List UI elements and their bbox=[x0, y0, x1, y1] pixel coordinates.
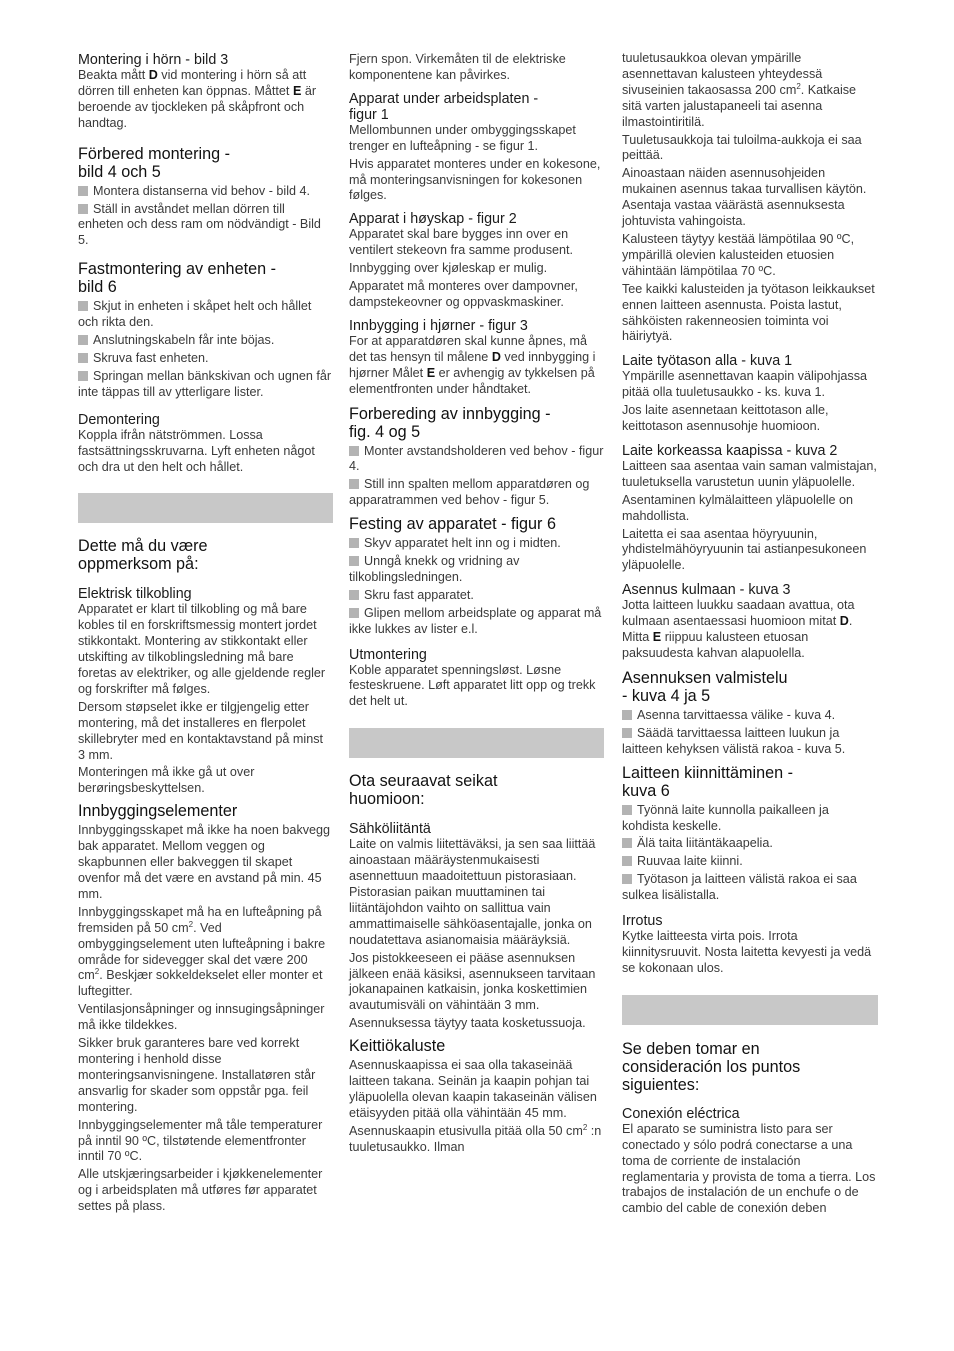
tall-cabinet-text: Apparatet må monteres over dampovner, dampstekeovner og oppvaskmaskiner. bbox=[349, 279, 578, 309]
language-divider-bar bbox=[622, 995, 878, 1025]
heading-fix-appliance: Festing av apparatet - figur 6 bbox=[349, 515, 556, 534]
bullet-square-icon bbox=[78, 204, 88, 214]
unmount-text: Koble apparatet spenningsløst. Løsne festeskruene. Løft apparatet litt opp og trekk det helt ut. bbox=[349, 662, 596, 709]
under-worktop-text: Mellombunnen under ombyggingsskapet trenger en lufteåpning - se figur 1. bbox=[349, 122, 576, 153]
built-in-text: Innbyggingselementer må tåle temperaturer på inntil 90 ºC, tilstøtende elementfronter inntil 70 ºC. bbox=[78, 1117, 323, 1164]
fix-bullet: Unngå knekk og vridning av tilkoblingsledningen. bbox=[349, 554, 520, 584]
heading-electrical: Conexión eléctrica bbox=[622, 1105, 740, 1122]
language-divider-bar bbox=[349, 728, 604, 758]
bullet-square-icon bbox=[349, 479, 359, 489]
bullet-square-icon bbox=[78, 353, 88, 363]
heading-note: Ota seuraavat seikat huomioon: bbox=[349, 772, 498, 809]
fix-bullet: Skyv apparatet helt inn og i midten. bbox=[349, 536, 604, 552]
column-3 bbox=[622, 51, 878, 1219]
bullet-square-icon bbox=[78, 301, 88, 311]
prepare-bullet: Säädä tarvittaessa laitteen luukun ja laitteen kehyksen välistä rakoa - kuva 5. bbox=[622, 725, 846, 756]
heading-attention: Dette må du være oppmerksom på: bbox=[78, 537, 208, 574]
tall-cabinet-text: Innbygging over kjøleskap er mulig. bbox=[349, 261, 548, 276]
heading-under-worktop: Apparat under arbeidsplaten - figur 1 bbox=[349, 90, 539, 123]
electrical-text: Asennuksessa täytyy taata kosketussuoja. bbox=[349, 1016, 586, 1031]
bullet-square-icon bbox=[349, 590, 359, 600]
electrical-text: El aparato se suministra listo para ser conectado y sólo podrá conectarse a una toma de corriente de instalación reglamentaria y provista de toma a tierra. Los trabajos de instalación de un enchufe o de cambio del cable de conexión deben bbox=[622, 1121, 876, 1216]
ventilation-text: Kalusteen täytyy kestää lämpötilaa 90 ºC, ympärillä olevien kalusteiden etuosien vähintään lämpötilaa 70 ºC. bbox=[622, 231, 855, 278]
kitchen-unit-text: Asennuskaapin etusivulla pitää olla 50 $cm^2$ :n tuuletusaukko. Ilman bbox=[349, 1122, 602, 1154]
electrical-text: Jos pistokkeeseen ei pääse asennuksen jälkeen enää käsiksi, asennukseen tarvitaan jokanapainen katkaisin, jonka koskettimien avautumisväli on vähintään 3 mm. bbox=[349, 950, 596, 1013]
ventilation-text: Tuuletusaukkoja tai tuloilma-aukkoja ei saa peittää. bbox=[622, 132, 862, 163]
fix-bullet: Skruva fast enheten. bbox=[78, 351, 333, 367]
heading-remove: Irrotus bbox=[622, 913, 663, 930]
bullet-square-icon bbox=[349, 556, 359, 566]
bullet-square-icon bbox=[622, 805, 632, 815]
prepare-bullet: Montera distanserna vid behov - bild 4. bbox=[78, 184, 333, 200]
heading-unmount: Utmontering bbox=[349, 646, 427, 663]
bullet-square-icon bbox=[349, 446, 359, 456]
ventilation-text: Ainoastaan näiden asennusohjeiden mukainen asennus takaa turvallisen käytön. Asentaja vastaa väärästä asennuksesta johtuvista vahingoista. bbox=[622, 166, 867, 229]
built-in-text: Sikker bruk garanteres bare ved korrekt montering i henhold disse monteringsanvisningene. Installatøren står ansvarlig for skader som oppstår pga. feil montering. bbox=[78, 1036, 316, 1114]
fix-bullet: Älä taita liitäntäkaapelia. bbox=[622, 836, 878, 852]
heading-considerations: Se deben tomar en consideración los puntos siguientes: bbox=[622, 1039, 801, 1094]
heading-electrical: Elektrisk tilkobling bbox=[78, 586, 192, 603]
bullet-square-icon bbox=[349, 608, 359, 618]
fix-bullet: Glipen mellom arbeidsplate og apparat må ikke lukkes av lister e.l. bbox=[349, 605, 602, 636]
heading-prepare-installation: Forbereding av innbygging - fig. 4 og 5 bbox=[349, 404, 551, 441]
heading-fix-appliance: Laitteen kiinnittäminen - kuva 6 bbox=[622, 763, 793, 800]
heading-tall-cabinet: Apparat i høyskap - figur 2 bbox=[349, 211, 517, 228]
electrical-text: Apparatet er klart til tilkobling og må bare kobles til en forskriftsmessig montert jordet stikkontakt. Montering av stikkontakt eller utskifting av tilkoblingsledning må bare foretas av elektriker, og alle gjeldende regler og forskrifter må følges. bbox=[78, 602, 326, 696]
built-in-text: Innbyggingsskapet må ikke ha noen bakvegg bak apparatet. Mellom veggen og skapbunnen eller bakveggen til skapet ovenfor må det være en avstand på min. 45 mm. bbox=[78, 823, 331, 901]
bullet-square-icon bbox=[78, 186, 88, 196]
prepare-bullet: Monter avstandsholderen ved behov - figur 4. bbox=[349, 443, 604, 474]
bullet-square-icon bbox=[622, 856, 632, 866]
fix-bullet: Anslutningskabeln får inte böjas. bbox=[78, 333, 333, 349]
heading-dismount: Demontering bbox=[78, 411, 160, 428]
tall-cabinet-text: Asentaminen kylmälaitteen yläpuolelle on mahdollista. bbox=[622, 492, 854, 523]
fix-bullet: Springan mellan bänkskivan och ugnen får inte täppas till av ytterligare lister. bbox=[78, 368, 332, 399]
electrical-text: Laite on valmis liitettäväksi, ja sen saa liittää ainoastaan määräystenmukaisesti asennettuun maadoitettuun pistorasiaan. Pistorasian paikan muuttaminen tai liitäntäjohdon vaihto on sallittua vain ammattimaiselle sähköasentajalle, jonka on noudatettava asianomaisia määräyksiä. bbox=[349, 837, 596, 947]
heading-electrical: Sähköliitäntä bbox=[349, 821, 431, 838]
under-worktop-text: Jos laite asennetaan keittotason alle, keittotason asennusohje huomioon. bbox=[622, 403, 829, 434]
electrical-text: Monteringen må ikke gå ut over berøringsbeskyttelsen. bbox=[78, 765, 255, 796]
column-2 bbox=[349, 52, 604, 1158]
corner-installation-text: For at apparatdøren skal kunne åpnes, må det tas hensyn til målene D ved innbygging i hjørner Målet E er avhengig av tykkelsen på elementfronten under håndtaket. bbox=[349, 333, 596, 396]
fix-bullet: Ruuvaa laite kiinni. bbox=[622, 854, 878, 870]
heading-fix-unit: Fastmontering av enheten - bild 6 bbox=[78, 260, 276, 297]
built-in-text: Ventilasjonsåpninger og innsugingsåpninger må ikke tildekkes. bbox=[78, 1002, 325, 1033]
tall-cabinet-text: Laitetta ei saa asentaa höyryuunin, yhdistelmähöyryuunin tai astianpesukoneen yläpuolelle. bbox=[622, 526, 867, 573]
dismount-text: Koppla ifrån nätströmmen. Lossa fastsättningsskruvarna. Lyft enheten något och dra ut den helt och hållet. bbox=[78, 427, 315, 474]
heading-built-in: Innbyggingselementer bbox=[78, 802, 238, 821]
kitchen-unit-text: Asennuskaapissa ei saa olla takaseinää laitteen takana. Seinän ja kaapin pohjan tai yläpuolella olevan kaapin takaseinän välisen etäisyyden pitää olla vähintään 45 mm. bbox=[349, 1058, 597, 1120]
bullet-square-icon bbox=[622, 874, 632, 884]
heading-kitchen-unit: Keittiökaluste bbox=[349, 1037, 446, 1056]
heading-corner-installation: Asennus kulmaan - kuva 3 bbox=[622, 582, 791, 599]
bullet-square-icon bbox=[78, 371, 88, 381]
fix-bullet: Työnnä laite kunnolla paikalleen ja kohdista keskelle. bbox=[622, 802, 829, 833]
bullet-square-icon bbox=[349, 538, 359, 548]
prepare-bullet: Still inn spalten mellom apparatdøren og apparatrammen ved behov - figur 5. bbox=[349, 477, 590, 508]
electrical-text: Dersom støpselet ikke er tilgjengelig etter montering, må det installeres en flerpolet skillebryter med en kontaktavstand på minst 3 mm. bbox=[78, 699, 323, 762]
corner-installation-text: Jotta laitteen luukku saadaan avattua, ota kulmaan asentaessasi huomioon mitat D. Mitta E riippuu kalusteen etuosan paksuudesta kahvan alapuolella. bbox=[622, 598, 855, 660]
fix-bullet: Skru fast apparatet. bbox=[349, 588, 604, 604]
heading-prepare-installation: Asennuksen valmistelu - kuva 4 ja 5 bbox=[622, 668, 788, 705]
prepare-bullet: Ställ in avståndet mellan dörren till enheten och dess ram om nödvändigt - Bild 5. bbox=[78, 201, 321, 248]
corner-mounting-text: Beakta mått D vid montering i hörn så att dörren till enheten kan öppnas. Måttet E är beroende av tjockleken på skåpfront och handtag. bbox=[78, 68, 317, 130]
heading-corner-installation: Innbygging i hjørner - figur 3 bbox=[349, 317, 528, 334]
bullet-square-icon bbox=[78, 335, 88, 345]
chips-text: Fjern spon. Virkemåten til de elektriske komponentene kan påvirkes. bbox=[349, 52, 566, 82]
fix-bullet: Skjut in enheten i skåpet helt och hållet och rikta den. bbox=[78, 299, 312, 330]
bullet-square-icon bbox=[622, 728, 632, 738]
under-worktop-text: Ympärille asennettavan kaapin välipohjassa pitää olla tuuletusaukko - ks. kuva 1. bbox=[622, 369, 868, 400]
heading-prepare-mounting: Förbered montering - bild 4 och 5 bbox=[78, 144, 231, 181]
prepare-bullet: Asenna tarvittaessa välike - kuva 4. bbox=[622, 708, 878, 724]
tall-cabinet-text: Laitteen saa asentaa vain saman valmistajan, tuuletuksella varustetun uunin yläpuolelle. bbox=[622, 458, 877, 489]
bullet-square-icon bbox=[622, 710, 632, 720]
ventilation-text: tuuletusaukkoa olevan ympärille asennettavan kalusteen yhteydessä sivuseinien takaosassa 200 $cm^2$. Katkaise sitä varten jalustapaneeli tai asenna ilmastointiritilä. bbox=[622, 51, 857, 129]
bullet-square-icon bbox=[622, 838, 632, 848]
heading-tall-cabinet: Laite korkeassa kaapissa - kuva 2 bbox=[622, 442, 838, 459]
heading-corner-mounting: Montering i hörn - bild 3 bbox=[78, 52, 229, 68]
remove-text: Kytke laitteesta virta pois. Irrota kiinnitysruuvit. Nosta laitetta kevyesti ja vedä se kokonaan ulos. bbox=[622, 929, 872, 975]
ventilation-text: Tee kaikki kalusteiden ja työtason leikkaukset ennen laitteen asennusta. Poista lastut, sähköisten rakenneosien toiminta voi häiriytyä. bbox=[622, 281, 875, 344]
tall-cabinet-text: Apparatet skal bare bygges inn over en ventilert stekeovn fra samme produsent. bbox=[349, 227, 573, 258]
under-worktop-text: Hvis apparatet monteres under en kokesone, må monteringsanvisningen for kokesonen følges. bbox=[349, 156, 601, 203]
built-in-text: Innbyggingsskapet må ha en lufteåpning på fremsiden på 50 $cm^2$. Ved ombyggingselement uten lufteåpning i bakre område for sidevegger skal det være 200 $cm^2$. Beskjær sokkeldekselet eller monter et luftegitter. bbox=[78, 904, 326, 999]
heading-under-worktop: Laite työtason alla - kuva 1 bbox=[622, 353, 793, 370]
built-in-text: Alle utskjæringsarbeider i kjøkkenelementer og i arbeidsplaten må utføres før apparatet settes på plass. bbox=[78, 1167, 323, 1214]
language-divider-bar bbox=[78, 493, 333, 523]
column-1 bbox=[78, 52, 333, 1217]
fix-bullet: Työtason ja laitteen välistä rakoa ei saa sulkea lisälistalla. bbox=[622, 872, 857, 903]
